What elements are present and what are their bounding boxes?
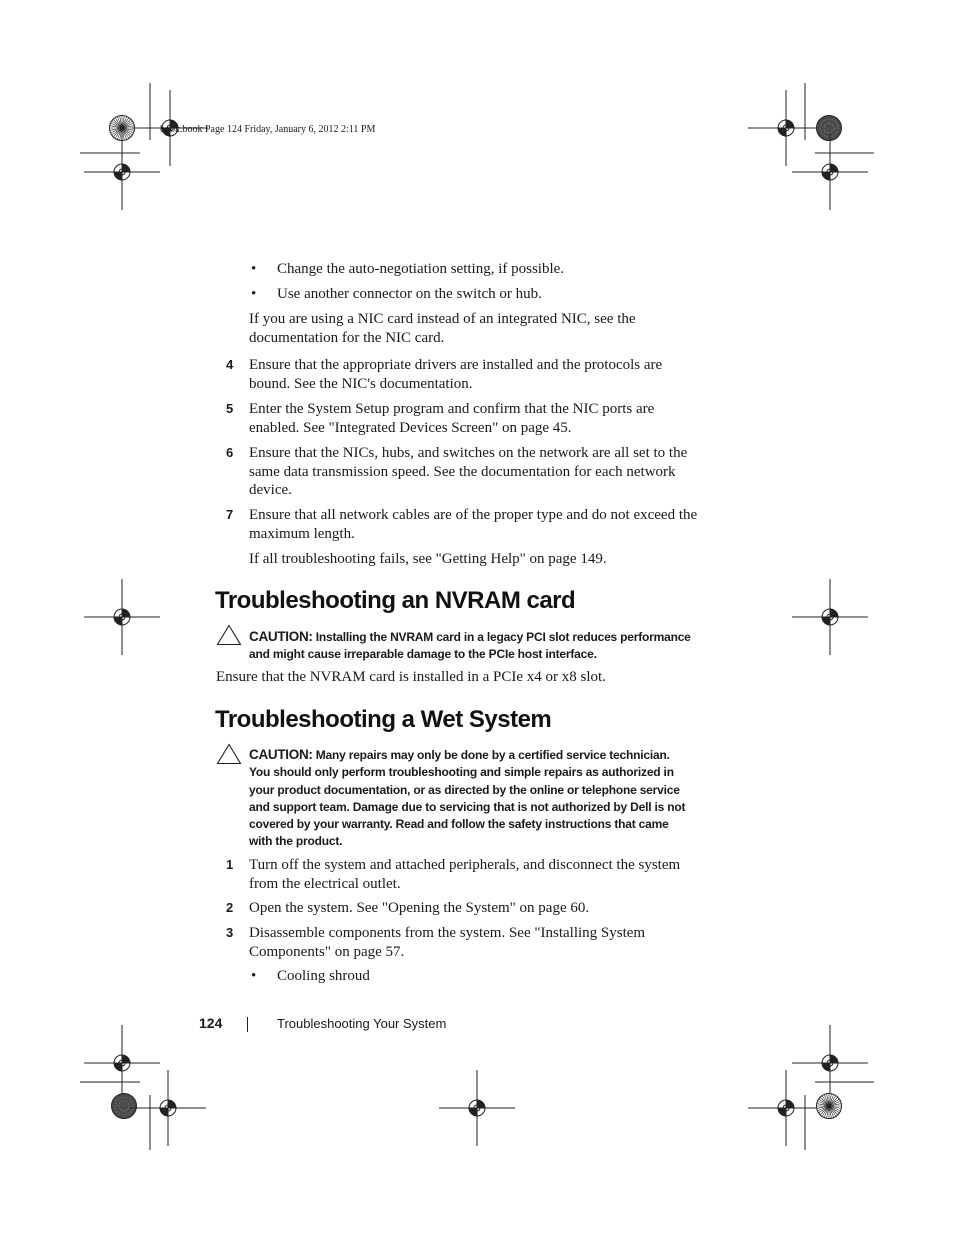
caution-label: CAUTION: — [249, 747, 313, 762]
help-note: If all troubleshooting fails, see "Getting Help" on page 149. — [249, 551, 607, 567]
caution-triangle-icon — [216, 743, 242, 765]
step-number: 5 — [226, 401, 234, 416]
caution-notice: CAUTION: Installing the NVRAM card in a legacy PCI slot reduces performance and might cause irreparable damage to the PCIe host interface. — [249, 629, 691, 662]
step-text: Turn off the system and attached peripherals, and disconnect the system from the electrical outlet. — [249, 857, 681, 892]
step-number: 4 — [226, 357, 234, 372]
step-number: 2 — [226, 900, 234, 915]
step-text: Ensure that the NICs, hubs, and switches on the network are all set to the same data transmission speed. See the documentation for each network device. — [249, 445, 688, 499]
step-number: 3 — [226, 925, 234, 940]
print-header-stamp: book.book Page 124 Friday, January 6, 2012 2:11 PM — [160, 124, 376, 135]
bullet-icon: • — [251, 261, 257, 277]
caution-triangle-icon — [216, 624, 242, 646]
step-text: Disassemble components from the system. See "Installing System Components" on page 57. — [249, 925, 646, 960]
step-text: Ensure that all network cables are of the proper type and do not exceed the maximum length. — [249, 507, 698, 542]
page-number: 124 — [199, 1015, 223, 1031]
step-text: Ensure that the appropriate drivers are installed and the protocols are bound. See the NIC's documentation. — [249, 357, 663, 392]
caution-label: CAUTION: — [249, 629, 313, 644]
step-number: 7 — [226, 507, 234, 522]
step-text: Enter the System Setup program and confirm that the NIC ports are enabled. See "Integrated Devices Screen" on page 45. — [249, 401, 655, 436]
step-text: Open the system. See "Opening the System" on page 60. — [249, 900, 590, 916]
nic-note: If you are using a NIC card instead of an integrated NIC, see the documentation for the NIC card. — [249, 311, 636, 346]
section-heading-nvram: Troubleshooting an NVRAM card — [215, 587, 576, 614]
bullet-icon: • — [251, 968, 257, 984]
step-number: 6 — [226, 445, 234, 460]
caution-notice: CAUTION: Many repairs may only be done by a certified service technician. You should only perform troubleshooting and simple repairs as authorized in your product documentation, or as directed by the online or telephone service and support team. Damage due to servicing that is not authorized by Dell is not covered by your warranty. Read and follow the safety instructions that came with the product. — [249, 747, 686, 849]
nvram-body: Ensure that the NVRAM card is installed in a PCIe x4 or x8 slot. — [216, 669, 606, 685]
bullet-icon: • — [251, 286, 257, 302]
step-number: 1 — [226, 857, 234, 872]
footer-section-title: Troubleshooting Your System — [277, 1016, 447, 1031]
footer-divider — [247, 1017, 248, 1032]
section-heading-wet-system: Troubleshooting a Wet System — [215, 706, 552, 733]
